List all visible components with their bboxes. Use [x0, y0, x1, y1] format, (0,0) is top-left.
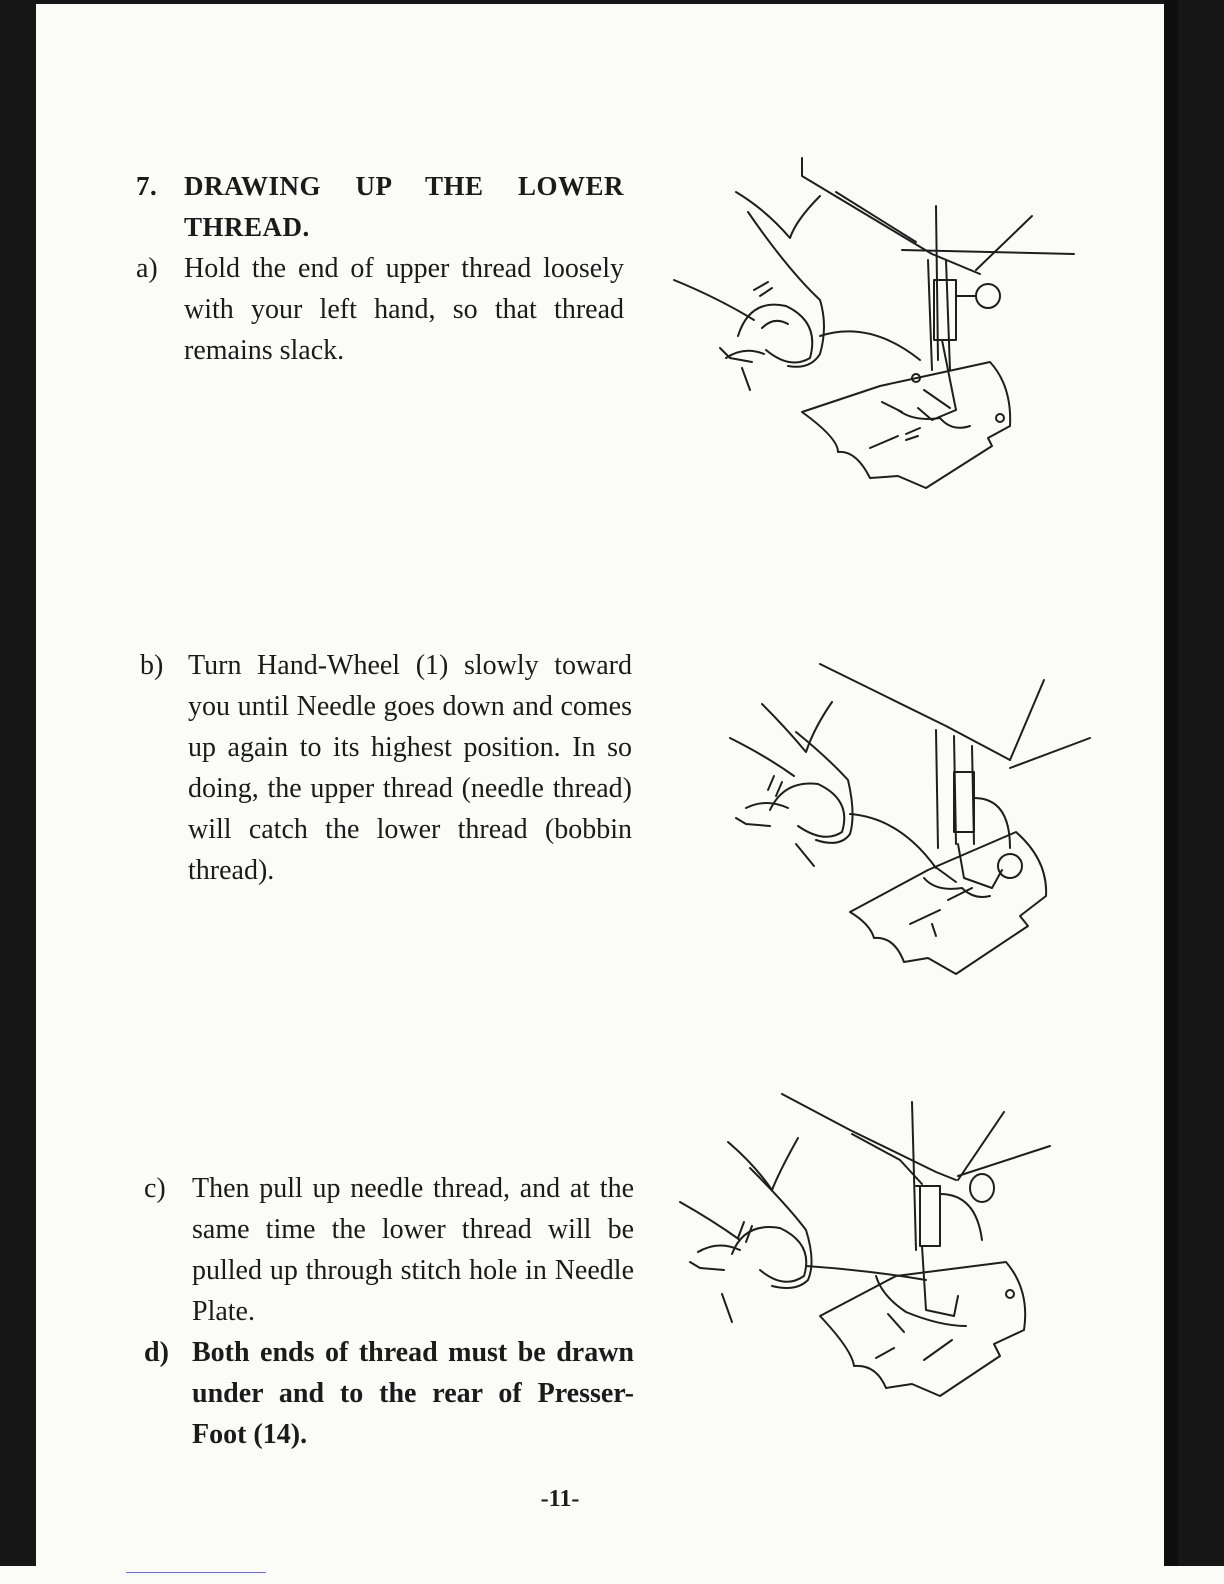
step-a-label: a): [136, 253, 158, 284]
section-number: 7.: [136, 171, 158, 201]
step-d-text: Both ends of thread must be drawn under and to the rear of Presser-Foot (14).: [192, 1337, 634, 1450]
step-b: [140, 645, 632, 891]
scan-bottom-line: [126, 1572, 266, 1573]
section-title: DRAWING UP THE LOWER THREAD.: [184, 171, 624, 242]
hand-turning-needle-thread-icon: [710, 648, 1110, 988]
section-a-text: [136, 166, 624, 371]
section-cd-text: [144, 1168, 634, 1455]
step-c-text: Then pull up needle thread, and at the same time the lower thread will be pulled up through stitch hole in Needle Plate.: [192, 1173, 634, 1327]
step-c-label: c): [144, 1173, 166, 1204]
step-d-label: d): [144, 1337, 169, 1368]
section-heading: [136, 166, 624, 248]
hand-holding-thread-icon: [670, 150, 1080, 500]
scan-bottom-strip: [0, 1566, 1224, 1584]
step-d: [144, 1332, 634, 1455]
section-b-text: [140, 645, 632, 891]
page-number: -11-: [540, 1486, 580, 1512]
scan-edge: [1164, 0, 1178, 1584]
step-c: [144, 1168, 634, 1332]
step-a: [136, 248, 624, 371]
hand-pulling-bobbin-thread-icon: [676, 1090, 1076, 1410]
step-b-label: b): [140, 650, 164, 681]
step-b-text: Turn Hand-Wheel (1) slowly toward you until Needle goes down and comes up again to its highest position. In so doing, the upper thread (needle thread) will catch the lower thread (bobbin thread).: [188, 650, 632, 886]
step-a-text: Hold the end of upper thread loosely with your left hand, so that thread remains slack.: [184, 253, 624, 366]
